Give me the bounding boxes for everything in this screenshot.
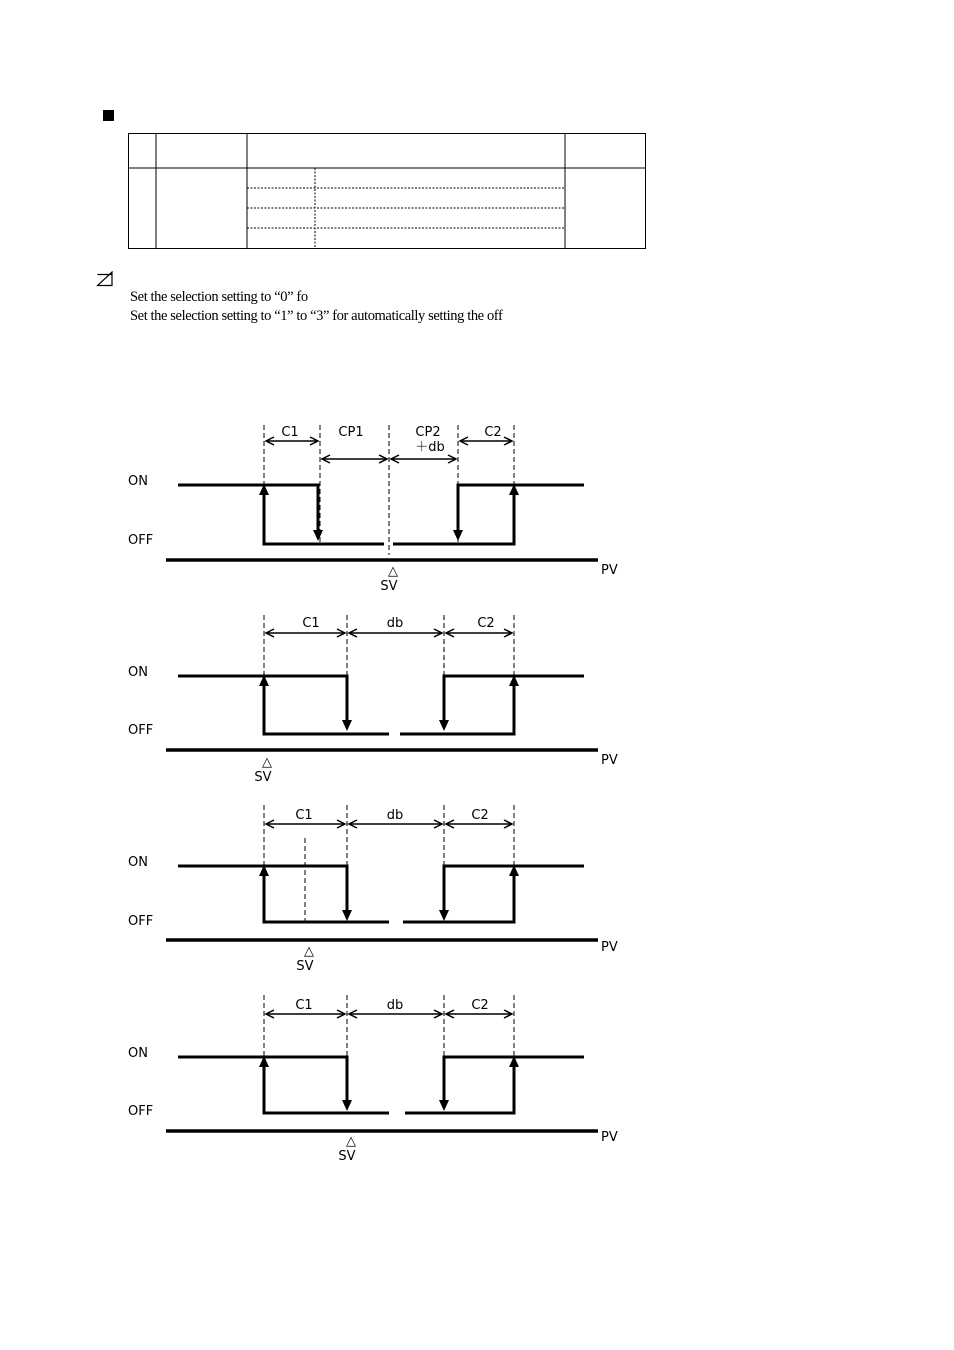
label-sv: SV <box>254 770 272 785</box>
sv-marker: △ <box>346 1134 356 1149</box>
timing-diagram-4 <box>0 990 954 1190</box>
label-sv: SV <box>338 1149 356 1164</box>
label-pv: PV <box>601 563 618 578</box>
label-c1: C1 <box>281 425 299 440</box>
settings-table <box>128 133 646 249</box>
label-off: OFF <box>128 914 154 929</box>
label-sv: SV <box>296 959 314 974</box>
label-db: db <box>386 616 404 631</box>
label-c1: C1 <box>295 808 313 823</box>
note-icon <box>96 271 114 287</box>
label-pv: PV <box>601 1130 618 1145</box>
label-on: ON <box>128 474 148 489</box>
label-on: ON <box>128 665 148 680</box>
label-c1: C1 <box>302 616 320 631</box>
label-cp1: CP1 <box>338 425 364 440</box>
label-cp2-db: ＋db <box>415 440 445 455</box>
label-on: ON <box>128 1046 148 1061</box>
label-pv: PV <box>601 753 618 768</box>
note-line-1: Set the selection setting to “0” fo <box>130 289 308 305</box>
label-cp2: CP2 <box>415 425 441 440</box>
label-c2: C2 <box>484 425 502 440</box>
timing-diagram-3 <box>0 800 954 1000</box>
label-c2: C2 <box>477 616 495 631</box>
note-line-2: Set the selection setting to “1” to “3” for automatically setting the off <box>130 308 503 324</box>
label-c1: C1 <box>295 998 313 1013</box>
label-db: db <box>386 808 404 823</box>
label-off: OFF <box>128 723 154 738</box>
sv-marker: △ <box>262 755 272 770</box>
label-db: db <box>386 998 404 1013</box>
sv-marker: △ <box>304 944 314 959</box>
section-bullet <box>103 110 114 121</box>
label-c2: C2 <box>471 808 489 823</box>
label-c2: C2 <box>471 998 489 1013</box>
label-off: OFF <box>128 1104 154 1119</box>
timing-diagram-2 <box>0 610 954 810</box>
label-sv: SV <box>380 579 398 594</box>
label-off: OFF <box>128 533 154 548</box>
sv-marker: △ <box>388 564 398 579</box>
timing-diagram-1 <box>0 420 954 620</box>
label-on: ON <box>128 855 148 870</box>
label-pv: PV <box>601 940 618 955</box>
